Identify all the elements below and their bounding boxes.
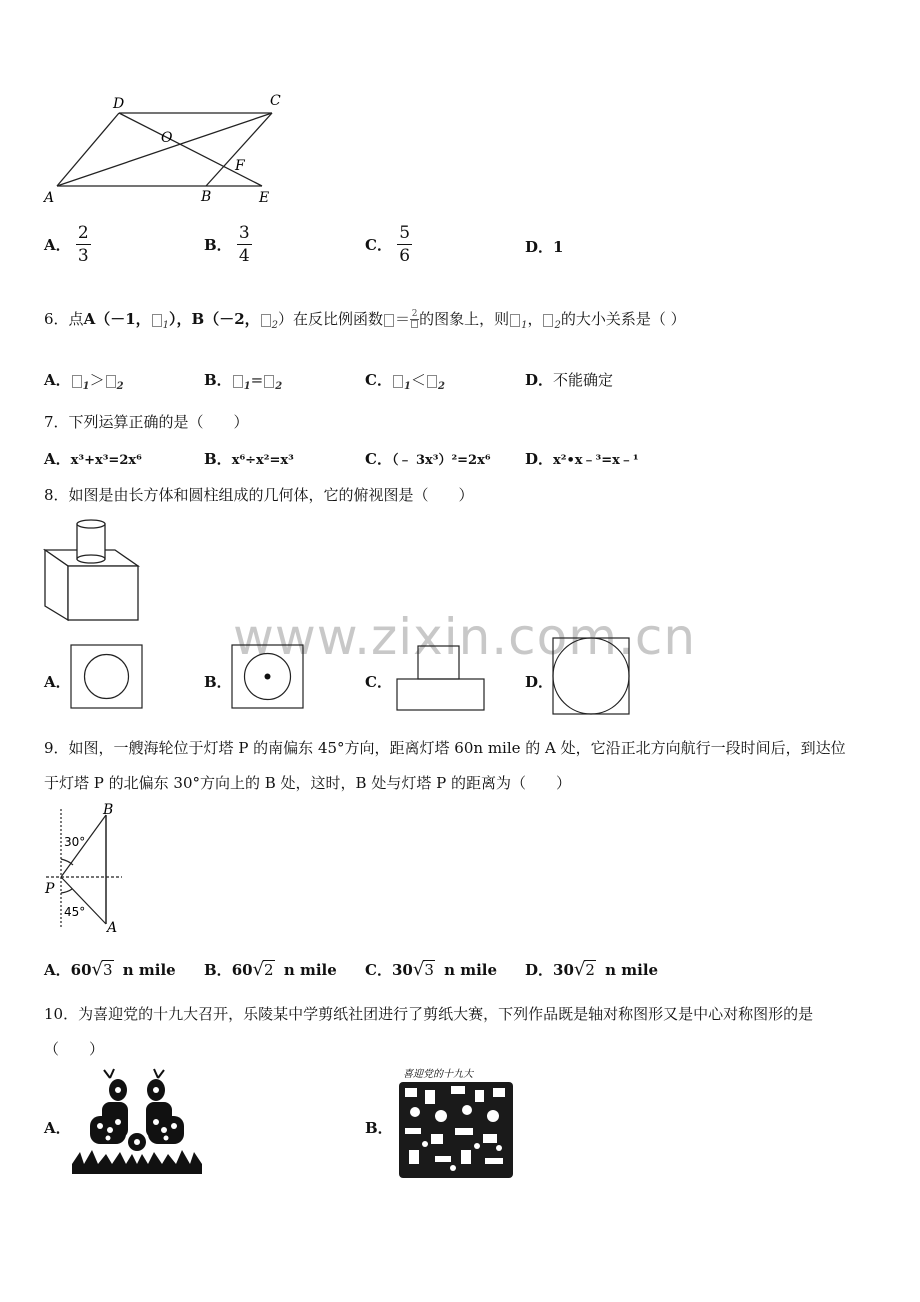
q5-option-a-num: 2	[77, 223, 89, 243]
q6-sub-2: 2	[275, 381, 283, 392]
q6-option-c[interactable]	[365, 369, 445, 392]
q9-option-a-coef: 60	[70, 961, 92, 979]
q5-label-D: D	[113, 96, 125, 112]
q6-y-symbol	[261, 314, 271, 327]
q7-option-a[interactable]	[44, 448, 142, 469]
q9-option-b-radicand: 2	[264, 961, 274, 979]
q9-option-d[interactable]	[525, 959, 658, 980]
radical-sign: √	[91, 959, 103, 980]
q6-sub-2: 2	[116, 381, 124, 392]
q10-option-b-papercut-scene[interactable]	[395, 1064, 517, 1182]
q6-sub-1: 1	[82, 381, 90, 392]
q9-option-b-letter: B．	[204, 961, 232, 979]
q9-lighthouse-figure	[40, 803, 130, 935]
q5-option-b-letter: B．	[204, 236, 232, 254]
q6-y-symbol	[427, 375, 437, 388]
q5-label-A: A	[44, 190, 55, 206]
q9-label-30deg: 30°	[64, 835, 86, 849]
q6-option-b-letter: B．	[204, 371, 232, 389]
q9-label-B: B	[103, 803, 114, 818]
q10-option-a-label[interactable]: A．	[44, 1119, 71, 1137]
q9-stem-line-2: 于灯塔 P 的北偏东 30°方向上的 B 处，这时，B 处与灯塔 P 的距离为（ ）	[44, 774, 571, 792]
q5-option-d[interactable]	[525, 236, 563, 257]
q6-sub-2: 2	[437, 381, 445, 392]
q6-text-1: 点	[68, 310, 84, 328]
q6-option-d-text: 不能确定	[553, 371, 614, 389]
radical-sign: √	[573, 959, 586, 980]
q8-option-b-label[interactable]: B．	[204, 673, 232, 691]
q5-option-b-num: 3	[238, 223, 250, 243]
q7-option-a-letter: A．	[44, 450, 71, 468]
q5-option-c-fraction	[397, 222, 412, 267]
q6-text-5: 的大小关系是（ ）	[560, 310, 686, 328]
q6-equals: ＝	[395, 310, 411, 328]
q6-function-fraction	[410, 310, 419, 330]
q5-option-c-num: 5	[399, 223, 411, 243]
q6-option-a-relation: ＞	[89, 371, 105, 389]
q9-option-d-coef: 30	[553, 961, 574, 979]
q6-option-d[interactable]	[525, 369, 613, 390]
q5-option-c-den: 6	[399, 246, 411, 266]
q7-option-c-letter: C．	[365, 450, 392, 468]
q8-option-d-figure[interactable]	[551, 636, 631, 716]
q6-frac-num: 2	[411, 309, 418, 320]
q6-sub-1: 1	[521, 320, 528, 331]
q9-option-d-radicand: 2	[585, 961, 595, 979]
q9-option-c-unit: n mile	[444, 961, 498, 979]
q9-option-a[interactable]	[44, 959, 176, 980]
q10-option-b-label[interactable]: B．	[365, 1119, 393, 1137]
q8-option-a-label[interactable]: A．	[44, 673, 71, 691]
q10-stem-line-1: 10．为喜迎党的十九大召开，乐陵某中学剪纸社团进行了剪纸大赛，下列作品既是轴对称图形又是中心对称图形的是	[44, 1005, 814, 1023]
q6-text-3: ）在反比例函数	[278, 310, 384, 328]
q5-label-B: B	[201, 189, 212, 205]
q8-stem: 8．如图是由长方体和圆柱组成的几何体，它的俯视图是（ ）	[44, 486, 474, 504]
q6-option-d-letter: D．	[525, 371, 554, 389]
q6-sub-1: 1	[243, 381, 251, 392]
q5-option-b-fraction	[237, 222, 252, 267]
q5-label-O: O	[161, 130, 173, 146]
q6-text-4: 的图象上，则	[419, 310, 510, 328]
q8-option-d-label[interactable]: D．	[525, 673, 554, 691]
q6-y-symbol	[510, 314, 520, 327]
q10-option-a-papercut-deer[interactable]	[72, 1068, 202, 1178]
q6-sub-1: 1	[162, 320, 170, 331]
q7-option-b-letter: B．	[204, 450, 232, 468]
q5-label-E: E	[259, 190, 270, 206]
q9-option-a-radicand: 3	[103, 961, 113, 979]
q9-option-a-letter: A．	[44, 961, 71, 979]
q6-option-c-relation: ＜	[410, 371, 426, 389]
q5-option-b-den: 4	[238, 246, 250, 266]
q6-number: 6．	[44, 310, 69, 328]
q7-option-b[interactable]	[204, 448, 294, 469]
q6-sub-2: 2	[554, 320, 561, 331]
q6-y-symbol	[72, 375, 82, 388]
q9-option-a-unit: n mile	[122, 961, 176, 979]
q5-option-c-letter: C．	[365, 236, 392, 254]
radical-sign: √	[412, 959, 425, 980]
q6-option-c-letter: C．	[365, 371, 392, 389]
q5-option-b[interactable]	[204, 222, 252, 267]
q9-label-A: A	[107, 920, 118, 935]
q6-y-symbol	[543, 314, 553, 327]
q5-label-C: C	[270, 93, 281, 109]
q6-y-symbol	[264, 375, 274, 388]
q9-label-45deg: 45°	[64, 905, 86, 919]
q10-stem-line-2: （ ）	[44, 1040, 105, 1058]
q9-option-c-radicand: 3	[424, 961, 434, 979]
q5-parallelogram-figure	[40, 88, 300, 213]
q6-y-symbol	[384, 314, 394, 327]
q5-option-a[interactable]	[44, 222, 91, 267]
q9-option-c-coef: 30	[391, 961, 413, 979]
q9-stem-line-1: 9．如图，一艘海轮位于灯塔 P 的南偏东 45°方向，距离灯塔 60n mile 的 A 处，它沿正北方向航行一段时间后，到达位	[44, 739, 846, 757]
watermark: www.zixin.com.cn	[233, 608, 697, 666]
q9-option-d-unit: n mile	[605, 961, 659, 979]
q7-option-d-text: x²•x﹣³=x﹣¹	[553, 453, 639, 468]
q9-label-P: P	[45, 881, 55, 897]
q6-y-symbol	[106, 375, 116, 388]
q6-y-symbol	[152, 314, 162, 327]
q7-option-b-text: x⁶÷x²=x³	[231, 453, 294, 468]
q5-option-a-letter: A．	[44, 236, 71, 254]
q6-sub-2: 2	[271, 320, 279, 331]
q6-comma: ，	[527, 310, 543, 328]
q9-option-c-letter: C．	[365, 961, 392, 979]
q9-option-c[interactable]	[365, 959, 497, 980]
q7-option-d[interactable]	[525, 448, 639, 469]
q9-option-b[interactable]	[204, 959, 337, 980]
q7-option-c-text: （﹣ 3x³）²=2x⁶	[391, 453, 491, 468]
q8-option-c-label[interactable]: C．	[365, 673, 392, 691]
q8-option-c-figure[interactable]	[395, 644, 487, 712]
q6-point-b: B（－2，	[191, 310, 260, 328]
q8-solid-figure	[40, 516, 150, 626]
q6-point-a: A（－1，	[83, 310, 151, 328]
q6-option-b-relation: =	[250, 371, 264, 389]
q9-option-b-coef: 60	[231, 961, 253, 979]
q5-option-c[interactable]	[365, 222, 412, 267]
q7-option-d-letter: D．	[525, 450, 554, 468]
radical-sign: √	[252, 959, 265, 980]
q10-option-b-caption: 喜迎党的十九大	[403, 1069, 473, 1080]
q6-text-2: ），	[169, 310, 192, 328]
q5-option-a-fraction	[76, 222, 91, 267]
q6-stem	[44, 308, 686, 331]
q7-option-c[interactable]	[365, 448, 491, 469]
q6-option-a-letter: A．	[44, 371, 71, 389]
q5-option-d-value: 1	[553, 238, 564, 256]
q6-x-symbol	[411, 320, 418, 328]
q8-option-b-figure[interactable]	[231, 644, 305, 710]
q7-option-a-text: x³+x³=2x⁶	[70, 453, 142, 468]
q6-sub-1: 1	[403, 381, 411, 392]
q5-option-d-letter: D．	[525, 238, 554, 256]
q6-y-symbol	[233, 375, 243, 388]
q7-stem: 7．下列运算正确的是（ ）	[44, 413, 249, 431]
q5-label-F: F	[235, 158, 245, 174]
q6-option-a[interactable]	[44, 369, 124, 392]
q9-option-b-unit: n mile	[283, 961, 337, 979]
q9-option-d-letter: D．	[525, 961, 554, 979]
q6-option-b[interactable]	[204, 369, 282, 392]
q5-option-a-den: 3	[77, 246, 89, 266]
q6-y-symbol	[393, 375, 403, 388]
q8-option-a-figure[interactable]	[70, 644, 144, 710]
